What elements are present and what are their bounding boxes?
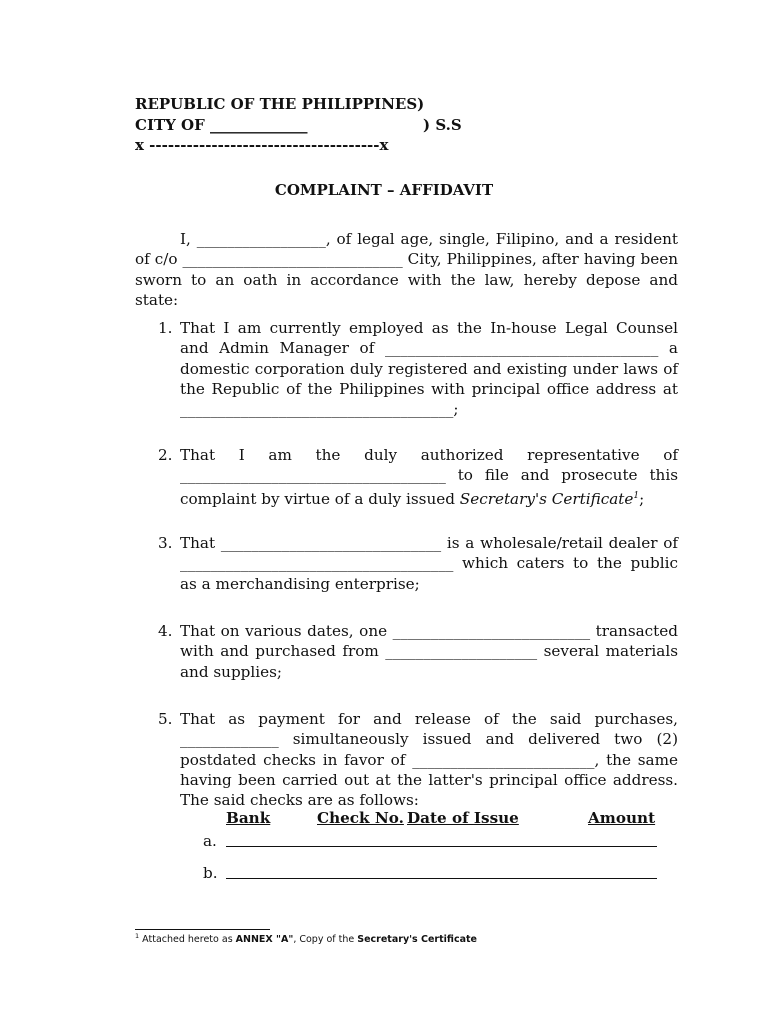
item-number: 4. bbox=[158, 622, 173, 640]
table-row-label: a. bbox=[203, 832, 217, 850]
intro-paragraph: I, _________________, of legal age, single, Filipino, and a resident of c/o _____________________________ City, Philippines, after having been sworn to an oath in accordance with the law, hereby depose and state: bbox=[135, 230, 678, 309]
item-number: 1. bbox=[158, 319, 173, 337]
item-number: 5. bbox=[158, 710, 173, 728]
table-row-label: b. bbox=[203, 864, 218, 882]
item-number: 2. bbox=[158, 446, 173, 464]
table-header-date-of-issue: Date of Issue bbox=[407, 809, 519, 827]
header-divider: x -------------------------------------x bbox=[135, 136, 389, 154]
table-header-bank: Bank bbox=[226, 809, 271, 827]
table-header-amount: Amount bbox=[588, 809, 656, 827]
item-text: That as payment for and release of the said purchases, _____________ simultaneously issued and delivered two (2) postdated checks in favor of ________________________, the same having been carried out at the latter's principal office address. The said checks are as follows: bbox=[180, 710, 678, 810]
header-republic: REPUBLIC OF THE PHILIPPINES) bbox=[135, 95, 425, 113]
header-ss: ) S.S bbox=[423, 116, 462, 134]
item-number: 3. bbox=[158, 534, 173, 552]
footnote-marker: 1 bbox=[633, 490, 640, 501]
secretary-certificate-ref: Secretary's Certificate bbox=[459, 489, 634, 508]
header-city: CITY OF _____________ bbox=[135, 116, 308, 134]
table-header-check-no: Check No. bbox=[317, 809, 404, 827]
item-text: That on various dates, one __________________________ transacted with and purchased from ____________________ several materials and supplies; bbox=[180, 622, 678, 681]
footnote-separator bbox=[135, 929, 270, 930]
table-row-line bbox=[226, 878, 657, 879]
footnote: $^1$ Attached hereto as ANNEX "A", Copy of the Secretary's Certificate bbox=[135, 932, 477, 946]
table-row-line bbox=[226, 846, 657, 847]
item-text: That I am the duly authorized representative of ___________________________________ to file and prosecute this complaint by virtue of a duly issued Secretary's Certificate$^1$; bbox=[180, 446, 678, 508]
item-text: That I am currently employed as the In-house Legal Counsel and Admin Manager of ____________________________________ a domestic corporation duly registered and existing under laws of the Republic of the Philippines with principal office address at ____________________________________; bbox=[180, 319, 678, 419]
item-text: That _____________________________ is a wholesale/retail dealer of ____________________________________ which caters to the public as a merchandising enterprise; bbox=[180, 534, 678, 593]
document-title: COMPLAINT – AFFIDAVIT bbox=[274, 181, 494, 199]
